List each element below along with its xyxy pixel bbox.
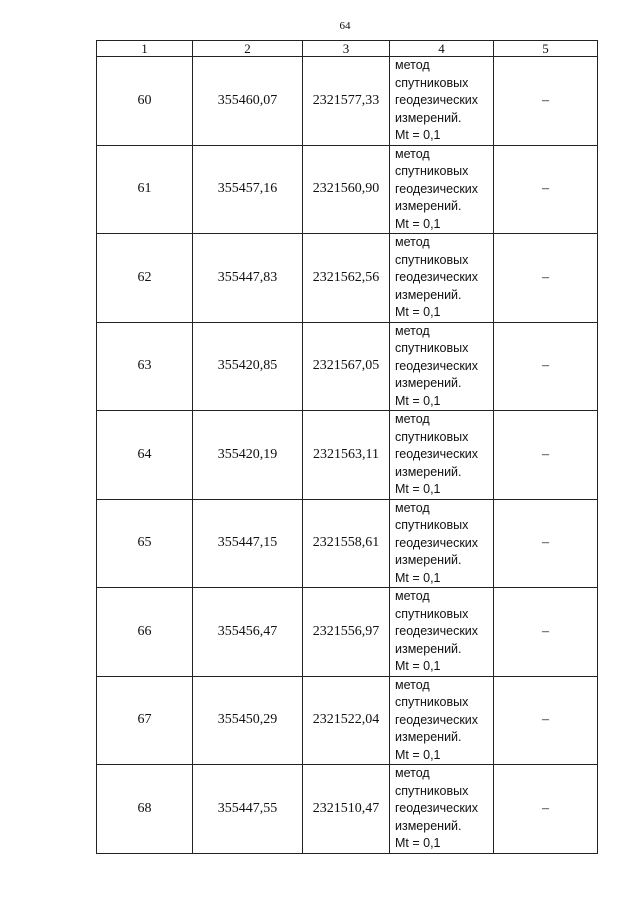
coordinate-y: 2321562,56	[303, 234, 390, 323]
determination-method: метод спутниковых геодезических измерений. Mt = 0,1	[390, 499, 494, 588]
table-row	[97, 322, 598, 411]
table-row	[97, 411, 598, 500]
table-row	[97, 234, 598, 323]
point-number: 64	[97, 411, 193, 500]
coordinate-y: 2321560,90	[303, 145, 390, 234]
coordinate-x: 355447,55	[193, 765, 303, 854]
determination-method: метод спутниковых геодезических измерений. Mt = 0,1	[390, 57, 494, 146]
table-row	[97, 145, 598, 234]
column-header-2: 2	[193, 41, 303, 57]
coordinate-x: 355447,83	[193, 234, 303, 323]
table-row	[97, 676, 598, 765]
note-cell: –	[494, 588, 598, 677]
table-row	[97, 499, 598, 588]
table-row	[97, 588, 598, 677]
note-cell: –	[494, 499, 598, 588]
point-number: 62	[97, 234, 193, 323]
coordinates-table	[96, 40, 598, 854]
note-cell: –	[494, 145, 598, 234]
coordinate-x: 355420,85	[193, 322, 303, 411]
determination-method: метод спутниковых геодезических измерений. Mt = 0,1	[390, 322, 494, 411]
coordinate-y: 2321510,47	[303, 765, 390, 854]
point-number: 63	[97, 322, 193, 411]
determination-method: метод спутниковых геодезических измерений. Mt = 0,1	[390, 145, 494, 234]
page-number: 64	[339, 20, 351, 32]
coordinate-x: 355456,47	[193, 588, 303, 677]
determination-method: метод спутниковых геодезических измерений. Mt = 0,1	[390, 234, 494, 323]
note-cell: –	[494, 234, 598, 323]
table-header-row	[97, 41, 598, 57]
coordinate-y: 2321558,61	[303, 499, 390, 588]
column-header-1: 1	[97, 41, 193, 57]
determination-method: метод спутниковых геодезических измерений. Mt = 0,1	[390, 676, 494, 765]
coordinate-y: 2321563,11	[303, 411, 390, 500]
coordinate-y: 2321522,04	[303, 676, 390, 765]
note-cell: –	[494, 676, 598, 765]
determination-method: метод спутниковых геодезических измерений. Mt = 0,1	[390, 765, 494, 854]
point-number: 61	[97, 145, 193, 234]
column-header-5: 5	[494, 41, 598, 57]
coordinate-x: 355420,19	[193, 411, 303, 500]
table-row	[97, 765, 598, 854]
note-cell: –	[494, 765, 598, 854]
coordinate-y: 2321556,97	[303, 588, 390, 677]
coordinate-x: 355457,16	[193, 145, 303, 234]
column-header-3: 3	[303, 41, 390, 57]
point-number: 68	[97, 765, 193, 854]
coordinate-y: 2321577,33	[303, 57, 390, 146]
point-number: 65	[97, 499, 193, 588]
determination-method: метод спутниковых геодезических измерений. Mt = 0,1	[390, 588, 494, 677]
point-number: 66	[97, 588, 193, 677]
coordinate-x: 355460,07	[193, 57, 303, 146]
note-cell: –	[494, 57, 598, 146]
determination-method: метод спутниковых геодезических измерений. Mt = 0,1	[390, 411, 494, 500]
coordinate-x: 355450,29	[193, 676, 303, 765]
point-number: 67	[97, 676, 193, 765]
coordinate-x: 355447,15	[193, 499, 303, 588]
table-row	[97, 57, 598, 146]
coordinate-y: 2321567,05	[303, 322, 390, 411]
point-number: 60	[97, 57, 193, 146]
note-cell: –	[494, 411, 598, 500]
note-cell: –	[494, 322, 598, 411]
column-header-4: 4	[390, 41, 494, 57]
